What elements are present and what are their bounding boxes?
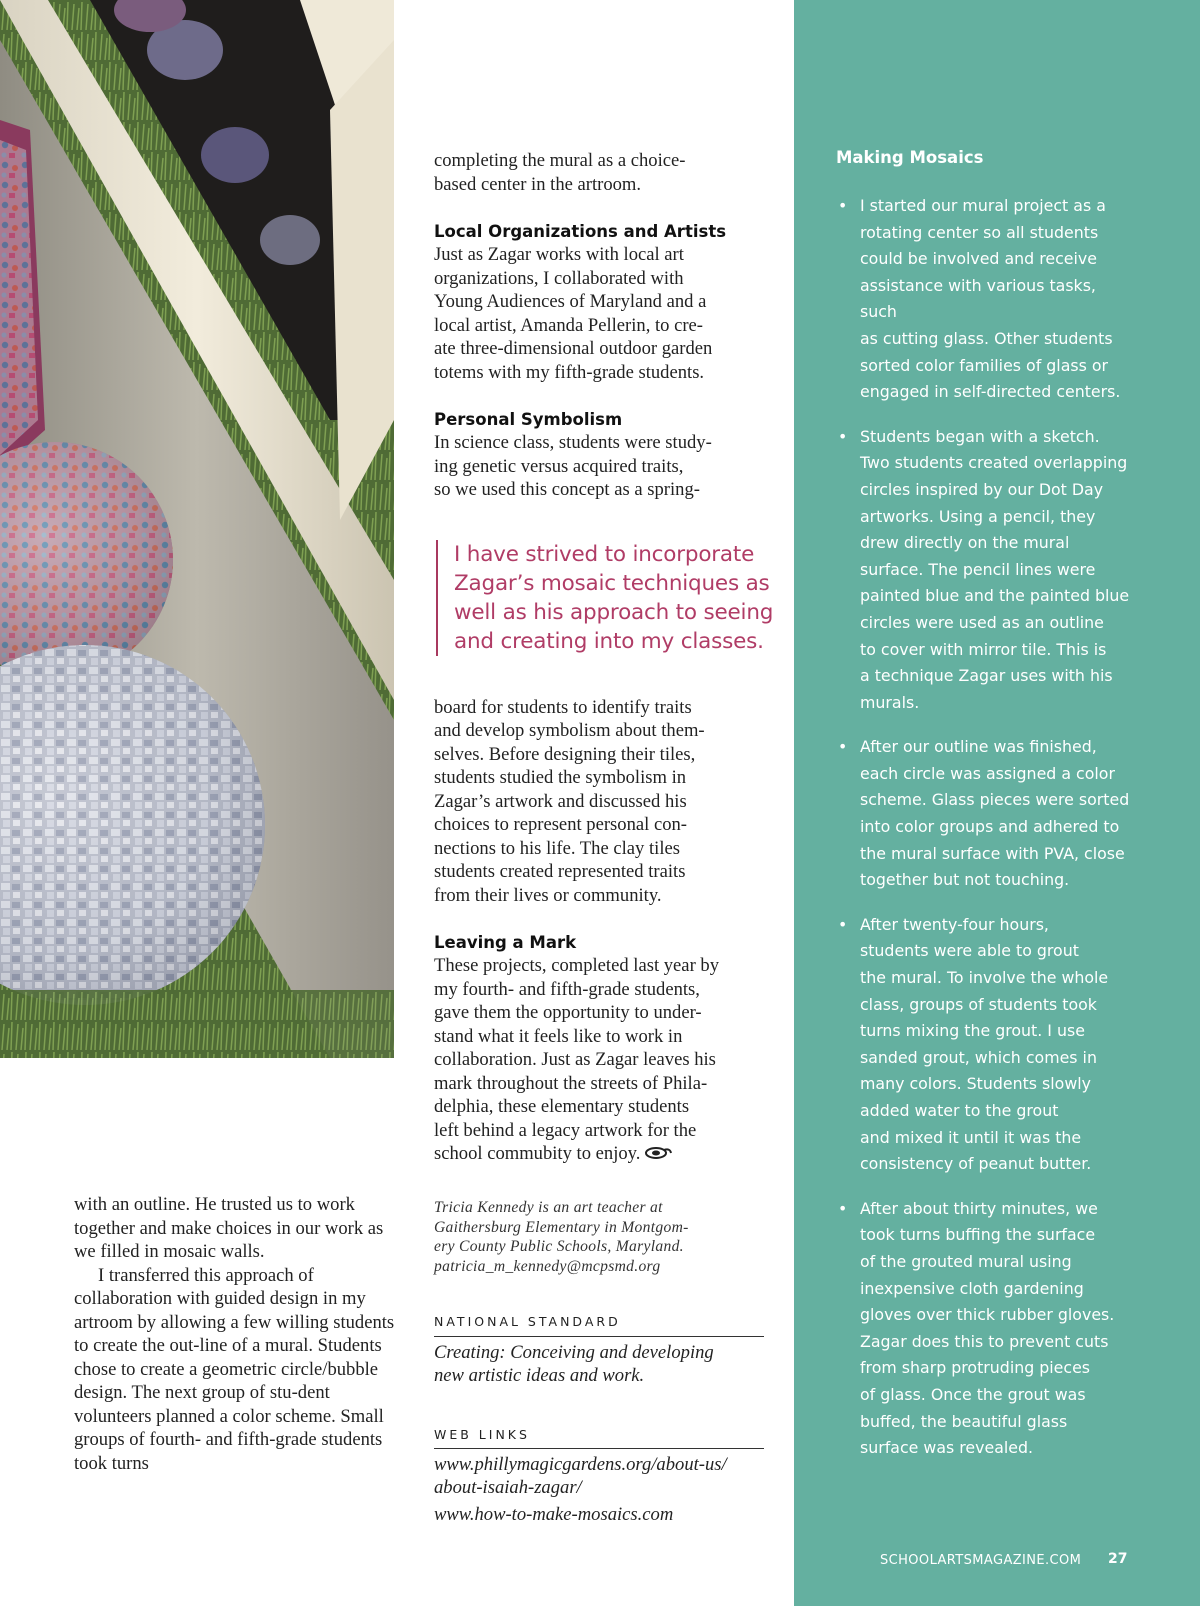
- list-item-text: I started our mural project as a rotating center so all students could be involved and receive assistance with various tasks, such as cutting glass. Other students sorted color families of glass or engaged in self-directed centers.: [860, 196, 1121, 402]
- body-paragraph: Just as Zagar works with local art organizations, I collaborated with Young Audiences of Maryland and a local artist, Amanda Pellerin, to cre- ate three-dimensional outdoor garden totems with my fifth-grade students.: [434, 244, 713, 383]
- list-item-text: After about thirty minutes, we took turns buffing the surface of the grouted mural using inexpensive cloth gardening gloves over thick rubber gloves. Zagar does this to prevent cuts from sharp protruding pieces of glass. Once the grout was buffed, the beautiful glass surface was revealed.: [860, 1198, 1115, 1458]
- list-item-text: After twenty-four hours, students were able to grout the mural. To involve the whole class, groups of students took turns mixing the grout. I use sanded grout, which comes in many colors. Students slowly added water to the grout and mixed it until it was the consistency of peanut butter.: [860, 914, 1109, 1174]
- middle-body-column: [434, 149, 774, 1526]
- page-number: 27: [1108, 1551, 1128, 1567]
- bullet-icon: •: [838, 1198, 848, 1218]
- author-bio: Tricia Kennedy is an art teacher at Gaithersburg Elementary in Montgom- ery County Public Schools, Maryland. patricia_m_kennedy@mcpsmd.org: [434, 1199, 689, 1275]
- list-item: [836, 193, 1136, 406]
- web-links-label: WEB LINKS: [434, 1423, 764, 1450]
- list-item-text: Students began with a sketch. Two students created overlapping circles inspired by our Dot Day artworks. Using a pencil, they drew directly on the mural surface. The pencil lines were painted blue and the painted blue circles were used as an outline to cover with mirror tile. This is a technique Zagar uses with his murals.: [860, 426, 1130, 712]
- body-paragraph: In science class, students were study- ing genetic versus acquired traits, so we used this concept as a spring-: [434, 432, 712, 500]
- body-paragraph: [434, 954, 774, 1166]
- making-mosaics-sidebar: [794, 0, 1200, 1606]
- web-link[interactable]: www.phillymagicgardens.org/about-us/ about-isaiah-zagar/: [434, 1454, 727, 1499]
- web-link[interactable]: www.how-to-make-mosaics.com: [434, 1504, 674, 1526]
- magazine-url: SCHOOLARTSMAGAZINE.COM: [880, 1553, 1082, 1568]
- national-standard-text: Creating: Conceiving and developing new artistic ideas and work.: [434, 1341, 714, 1386]
- sidebar-list: [836, 193, 1136, 1480]
- list-item: [836, 424, 1136, 717]
- bullet-icon: •: [838, 196, 848, 215]
- national-standard-label: NATIONAL STANDARD: [434, 1310, 764, 1337]
- list-item-text: After our outline was finished, each circle was assigned a color scheme. Glass pieces were sorted into color groups and adhered to the mural surface with PVA, close together but not touching.: [860, 737, 1130, 890]
- end-of-article-swirl-icon: [644, 1143, 672, 1167]
- mosaic-garden-photo: [0, 0, 394, 1058]
- bullet-icon: •: [838, 914, 848, 934]
- section-heading: Local Organizations and Artists: [434, 222, 727, 241]
- section-heading: Personal Symbolism: [434, 410, 623, 429]
- list-item: [836, 912, 1136, 1178]
- bullet-icon: •: [838, 426, 848, 446]
- pull-quote: I have strived to incorporate Zagar’s mosaic techniques as well as his approach to seeing and creating into my classes.: [436, 540, 774, 656]
- body-paragraph: with an outline. He trusted us to work together and make choices in our work as we filled in mosaic walls.: [74, 1194, 384, 1262]
- list-item: [836, 734, 1136, 894]
- left-body-column: [74, 1193, 404, 1475]
- sidebar-title: Making Mosaics: [836, 148, 984, 167]
- list-item: [836, 1196, 1136, 1462]
- body-paragraph: board for students to identify traits and develop symbolism about them- selves. Before designing their tiles, students studied the symbolism in Zagar’s artwork and discussed his choices to represent personal con- nections to his life. The clay tiles students created represented traits from their lives or community.: [434, 696, 705, 906]
- closing-paragraph-text: These projects, completed last year by my fourth- and fifth-grade students, gave them the opportunity to under- stand what it feels like to work in collaboration. Just as Zagar leaves his mark throughout the streets of Phila- delphia, these elementary students left behind a legacy artwork for the school commubity to enjoy.: [434, 955, 719, 1164]
- bullet-icon: •: [838, 737, 848, 757]
- body-paragraph: I transferred this approach of collaboration with guided design in my artroom by allowing a few willing students to create the out-line of a mural. Students chose to create a geometric circle/bubble design. The next group of stu-dent volunteers planned a color scheme. Small groups of fourth- and fifth-grade students took turns: [74, 1264, 395, 1474]
- section-heading: Leaving a Mark: [434, 933, 577, 952]
- body-paragraph: completing the mural as a choice- based center in the artroom.: [434, 150, 686, 195]
